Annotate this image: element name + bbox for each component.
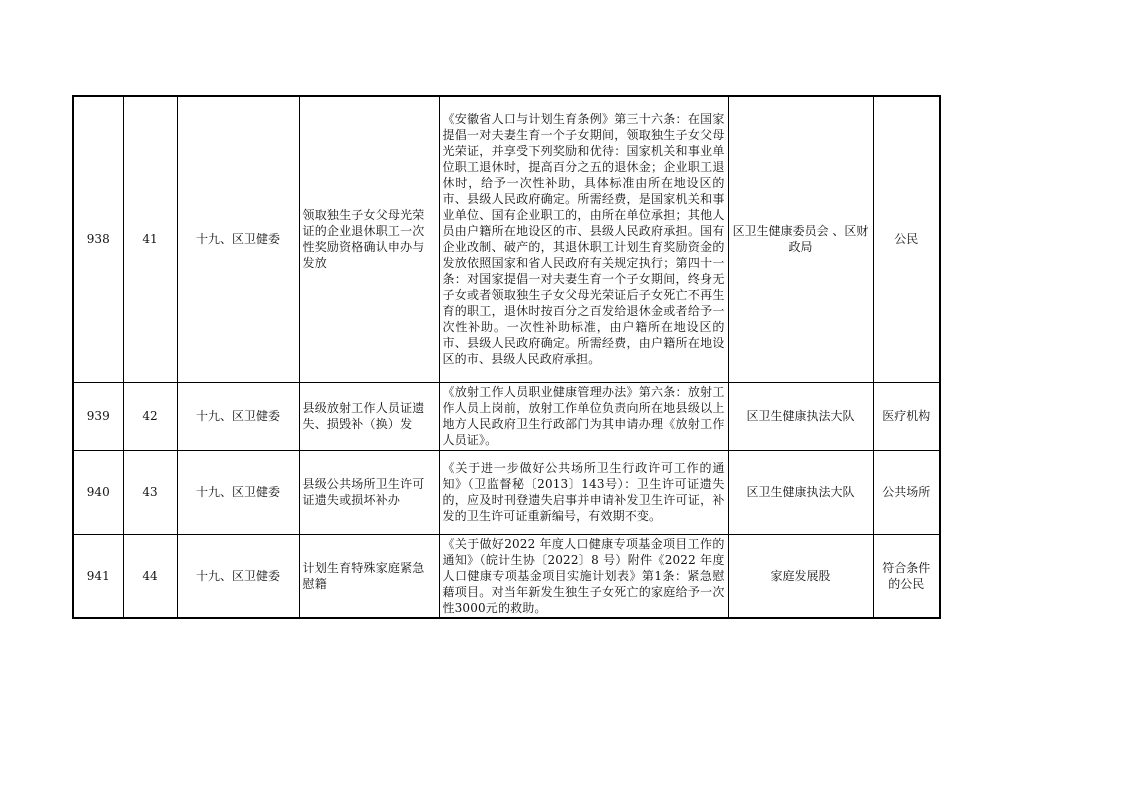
item-name-cell: 领取独生子女父母光荣证的企业退休职工一次性奖励资格确认申办与发放	[299, 96, 439, 382]
basis-cell: 《关于进一步做好公共场所卫生行政许可工作的通知》（卫监督秘〔2013〕143号）：卫生许可证遗失的，应及时刊登遗失启事并申请补发卫生许可证，补发的卫生许可证重新编号，有效期不变。	[439, 450, 728, 534]
service-items-table	[72, 95, 941, 619]
seq-cell: 939	[73, 382, 123, 450]
implementer-cell: 区卫生健康委员会 、区财政局	[728, 96, 873, 382]
table-row	[73, 534, 940, 618]
table-row	[73, 450, 940, 534]
department-cell: 十九、区卫健委	[177, 534, 299, 618]
department-cell: 十九、区卫健委	[177, 382, 299, 450]
department-cell: 十九、区卫健委	[177, 96, 299, 382]
sub-seq-cell: 43	[123, 450, 177, 534]
item-name-cell: 计划生育特殊家庭紧急慰籍	[299, 534, 439, 618]
target-cell: 公共场所	[873, 450, 940, 534]
implementer-cell: 区卫生健康执法大队	[728, 450, 873, 534]
item-name-cell: 县级放射工作人员证遗失、损毁补（换）发	[299, 382, 439, 450]
basis-cell: 《关于做好2022 年度人口健康专项基金项目工作的通知》（皖计生协〔2022〕8 号）附件《2022 年度人口健康专项基金项目实施计划表》第1条：紧急慰藉项目。对当年新发生独生子女死亡的家庭给予一次性3000元的救助。	[439, 534, 728, 618]
item-name-cell: 县级公共场所卫生许可证遗失或损坏补办	[299, 450, 439, 534]
sub-seq-cell: 44	[123, 534, 177, 618]
implementer-cell: 家庭发展股	[728, 534, 873, 618]
seq-cell: 940	[73, 450, 123, 534]
target-cell: 符合条件的公民	[873, 534, 940, 618]
sub-seq-cell: 42	[123, 382, 177, 450]
sub-seq-cell: 41	[123, 96, 177, 382]
target-cell: 医疗机构	[873, 382, 940, 450]
seq-cell: 941	[73, 534, 123, 618]
table-row	[73, 382, 940, 450]
department-cell: 十九、区卫健委	[177, 450, 299, 534]
seq-cell: 938	[73, 96, 123, 382]
basis-cell: 《放射工作人员职业健康管理办法》第六条：放射工作人员上岗前，放射工作单位负责向所在地县级以上地方人民政府卫生行政部门为其申请办理《放射工作人员证》。	[439, 382, 728, 450]
basis-cell: 《安徽省人口与计划生育条例》第三十六条：在国家提倡一对夫妻生育一个子女期间，领取独生子女父母光荣证，并享受下列奖励和优待：国家机关和事业单位职工退休时，提高百分之五的退休金；企业职工退休时，给予一次性补助，具体标准由所在地设区的市、县级人民政府确定。所需经费，是国家机关和事业单位、国有企业职工的，由所在单位承担；其他人员由户籍所在地设区的市、县级人民政府承担。国有企业改制、破产的，其退休职工计划生育奖励资金的发放依照国家和省人民政府有关规定执行；第四十一条：对国家提倡一对夫妻生育一个子女期间，终身无子女或者领取独生子女父母光荣证后子女死亡不再生育的职工，退休时按百分之百发给退休金或者给予一次性补助。一次性补助标准，由户籍所在地设区的市、县级人民政府确定。所需经费，由户籍所在地设区的市、县级人民政府承担。	[439, 96, 728, 382]
target-cell: 公民	[873, 96, 940, 382]
table-row	[73, 96, 940, 382]
implementer-cell: 区卫生健康执法大队	[728, 382, 873, 450]
